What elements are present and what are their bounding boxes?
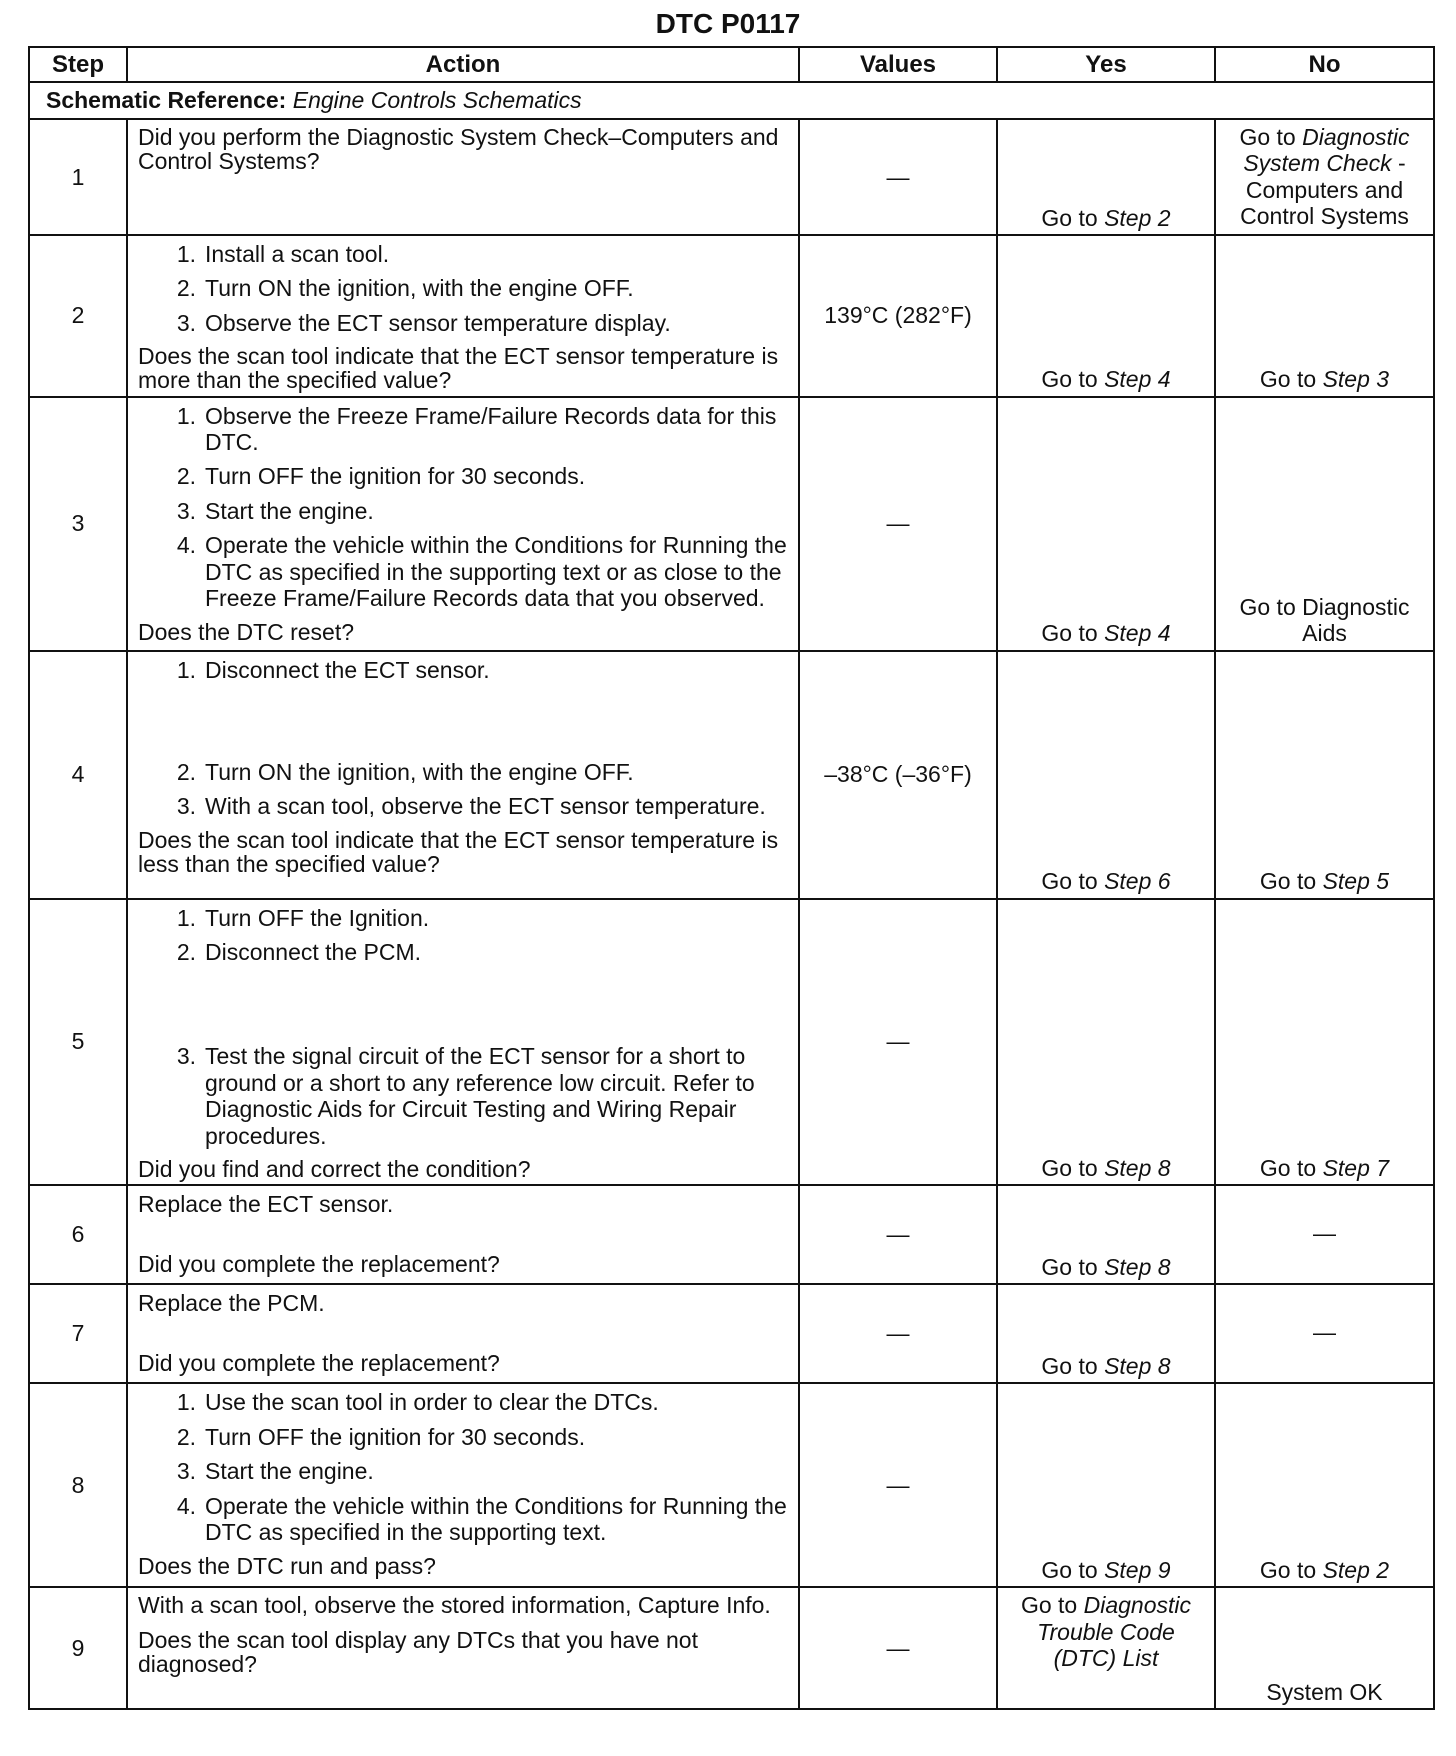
list-item: 1. Observe the Freeze Frame/Failure Records data for this DTC.	[176, 402, 777, 456]
goto-label: Go to	[1041, 204, 1098, 231]
step-number: 1	[29, 119, 127, 235]
no-link[interactable]: Step 5	[1322, 868, 1390, 895]
step-number: 8	[29, 1383, 127, 1587]
list-item: 1. Disconnect the ECT sensor.	[176, 656, 490, 683]
action-question: Did you complete the replacement?	[138, 1350, 500, 1377]
table-row	[29, 1284, 1434, 1383]
list-item: 3. Start the engine.	[176, 497, 374, 524]
yes-link[interactable]: Step 2	[1104, 204, 1171, 231]
yes-cell	[997, 235, 1215, 397]
goto-label: Go to	[1259, 1556, 1317, 1583]
yes-cell	[997, 651, 1215, 899]
table-row	[29, 1185, 1434, 1284]
list-item: 2. Turn OFF the ignition for 30 seconds.	[176, 463, 586, 490]
step-number: 9	[29, 1587, 127, 1709]
action-question: Did you find and correct the condition?	[138, 1156, 531, 1183]
step-number: 2	[29, 235, 127, 397]
header-row	[29, 47, 1434, 82]
goto-label: Go to	[1259, 366, 1317, 393]
values-cell: —	[799, 397, 997, 651]
step-number: 3	[29, 397, 127, 651]
values-cell: —	[799, 899, 997, 1186]
no-cell	[1215, 651, 1434, 899]
header-step: Step	[29, 47, 127, 82]
action-cell	[127, 899, 799, 1186]
action-list	[138, 657, 790, 820]
no-cell	[1215, 235, 1434, 397]
table-row	[29, 235, 1434, 397]
schematic-link[interactable]: Engine Controls Schematics	[292, 87, 582, 113]
header-action: Action	[127, 47, 799, 82]
values-cell: 139°C (282°F)	[799, 235, 997, 397]
goto-label: Go to	[1259, 1154, 1317, 1181]
table-row	[29, 1383, 1434, 1587]
table-row	[29, 119, 1434, 235]
list-item: 1. Install a scan tool.	[176, 241, 390, 267]
action-question: Does the scan tool indicate that the ECT sensor temperature is less than the specified value?	[138, 826, 779, 878]
action-list	[138, 905, 790, 1150]
yes-link[interactable]: Step 9	[1104, 1556, 1171, 1583]
schematic-label: Schematic Reference:	[46, 87, 287, 113]
no-cell[interactable]: Go to Diagnostic Aids	[1215, 397, 1434, 651]
yes-link[interactable]: Step 8	[1104, 1154, 1171, 1181]
values-cell: —	[799, 1284, 997, 1383]
table-row	[29, 397, 1434, 651]
list-item: 3. With a scan tool, observe the ECT sensor temperature.	[176, 793, 766, 820]
no-link[interactable]: Step 2	[1322, 1556, 1390, 1583]
action-cell	[127, 1587, 799, 1709]
action-question: Did you complete the replacement?	[138, 1251, 500, 1278]
goto-label: Go to	[1041, 868, 1098, 895]
action-list	[138, 1389, 790, 1545]
goto-label: Go to	[1041, 1556, 1098, 1583]
no-cell: —	[1215, 1284, 1434, 1383]
action-cell	[127, 235, 799, 397]
action-question: Does the DTC run and pass?	[138, 1552, 436, 1579]
action-cell	[127, 1383, 799, 1587]
list-item: 3. Start the engine.	[176, 1458, 374, 1485]
action-question: Did you perform the Diagnostic System Check–Computers and Control Systems?	[138, 124, 779, 175]
header-no: No	[1215, 47, 1434, 82]
goto-label: Go to	[1259, 868, 1317, 895]
values-cell: —	[799, 119, 997, 235]
yes-link[interactable]: Step 8	[1104, 1352, 1171, 1379]
action-cell	[127, 119, 799, 235]
action-question: Does the scan tool display any DTCs that you have not diagnosed?	[138, 1626, 698, 1677]
values-cell: –38°C (–36°F)	[799, 651, 997, 899]
goto-label: Go to	[1041, 366, 1098, 393]
goto-label: Go to	[1041, 1154, 1098, 1181]
action-question: Does the DTC reset?	[138, 618, 355, 645]
no-cell	[1215, 899, 1434, 1186]
step-number: 7	[29, 1284, 127, 1383]
no-link[interactable]: Step 7	[1322, 1154, 1390, 1181]
list-item: 4. Operate the vehicle within the Conditions for Running the DTC as specified in the supporting text or as close to the Freeze Frame/Failure Records data that you observed.	[176, 532, 787, 612]
no-link[interactable]: Step 3	[1322, 366, 1390, 393]
values-cell: —	[799, 1587, 997, 1709]
yes-cell	[997, 1587, 1215, 1709]
yes-cell	[997, 1383, 1215, 1587]
yes-link[interactable]: Step 6	[1104, 868, 1171, 895]
yes-cell	[997, 1284, 1215, 1383]
goto-label: Go to	[1041, 1253, 1098, 1280]
schematic-reference	[29, 82, 1434, 119]
yes-cell	[997, 1185, 1215, 1284]
action-cell	[127, 1185, 799, 1284]
step-number: 6	[29, 1185, 127, 1284]
action-question: Does the scan tool indicate that the ECT sensor temperature is more than the specified value?	[138, 343, 779, 394]
list-item: 4. Operate the vehicle within the Conditions for Running the DTC as specified in the supporting text.	[176, 1492, 787, 1546]
step-number: 5	[29, 899, 127, 1186]
goto-label: Go to	[1239, 124, 1296, 150]
yes-cell	[997, 899, 1215, 1186]
action-text: With a scan tool, observe the stored information, Capture Info.	[138, 1592, 771, 1619]
yes-link[interactable]: Step 4	[1104, 366, 1171, 393]
yes-link[interactable]: Step 8	[1104, 1253, 1171, 1280]
yes-link[interactable]: Step 4	[1104, 620, 1171, 647]
action-cell	[127, 1284, 799, 1383]
values-cell: —	[799, 1185, 997, 1284]
values-cell: —	[799, 1383, 997, 1587]
table-row	[29, 899, 1434, 1186]
action-cell	[127, 651, 799, 899]
list-item: 3. Test the signal circuit of the ECT sensor for a short to ground or a short to any reference low circuit. Refer to Diagnostic Aids for Circuit Testing and Wiring Repair procedures.	[176, 1043, 755, 1149]
list-item: 2. Turn ON the ignition, with the engine OFF.	[176, 759, 634, 786]
list-item: 1. Use the scan tool in order to clear the DTCs.	[176, 1389, 659, 1416]
action-text: Replace the PCM.	[138, 1290, 325, 1317]
step-number: 4	[29, 651, 127, 899]
header-values: Values	[799, 47, 997, 82]
list-item: 1. Turn OFF the Ignition.	[176, 904, 430, 931]
no-cell: —	[1215, 1185, 1434, 1284]
action-text: Replace the ECT sensor.	[138, 1191, 394, 1218]
goto-label: Go to	[1020, 1592, 1078, 1619]
list-item: 3. Observe the ECT sensor temperature display.	[176, 309, 671, 336]
table-row	[29, 1587, 1434, 1709]
list-item: 2. Disconnect the PCM.	[176, 939, 422, 966]
yes-cell	[997, 119, 1215, 235]
action-cell	[127, 397, 799, 651]
no-cell	[1215, 1383, 1434, 1587]
action-list	[138, 241, 790, 336]
diagnostic-table	[28, 46, 1435, 1710]
no-cell	[1215, 119, 1434, 235]
list-item: 2. Turn OFF the ignition for 30 seconds.	[176, 1423, 586, 1450]
page-title: DTC P0117	[655, 8, 801, 39]
no-suffix: - Computers and Control Systems	[1240, 150, 1409, 230]
yes-cell	[997, 397, 1215, 651]
goto-label: Go to	[1041, 620, 1098, 647]
list-item: 2. Turn ON the ignition, with the engine OFF.	[176, 275, 634, 302]
no-link[interactable]: Diagnostic System Check	[1243, 124, 1410, 177]
schematic-row	[29, 82, 1434, 119]
yes-link[interactable]: Diagnostic Trouble Code (DTC) List	[1037, 1592, 1192, 1672]
table-row	[29, 651, 1434, 899]
no-cell: System OK	[1215, 1587, 1434, 1709]
goto-label: Go to	[1041, 1352, 1098, 1379]
header-yes: Yes	[997, 47, 1215, 82]
action-list	[138, 403, 790, 612]
